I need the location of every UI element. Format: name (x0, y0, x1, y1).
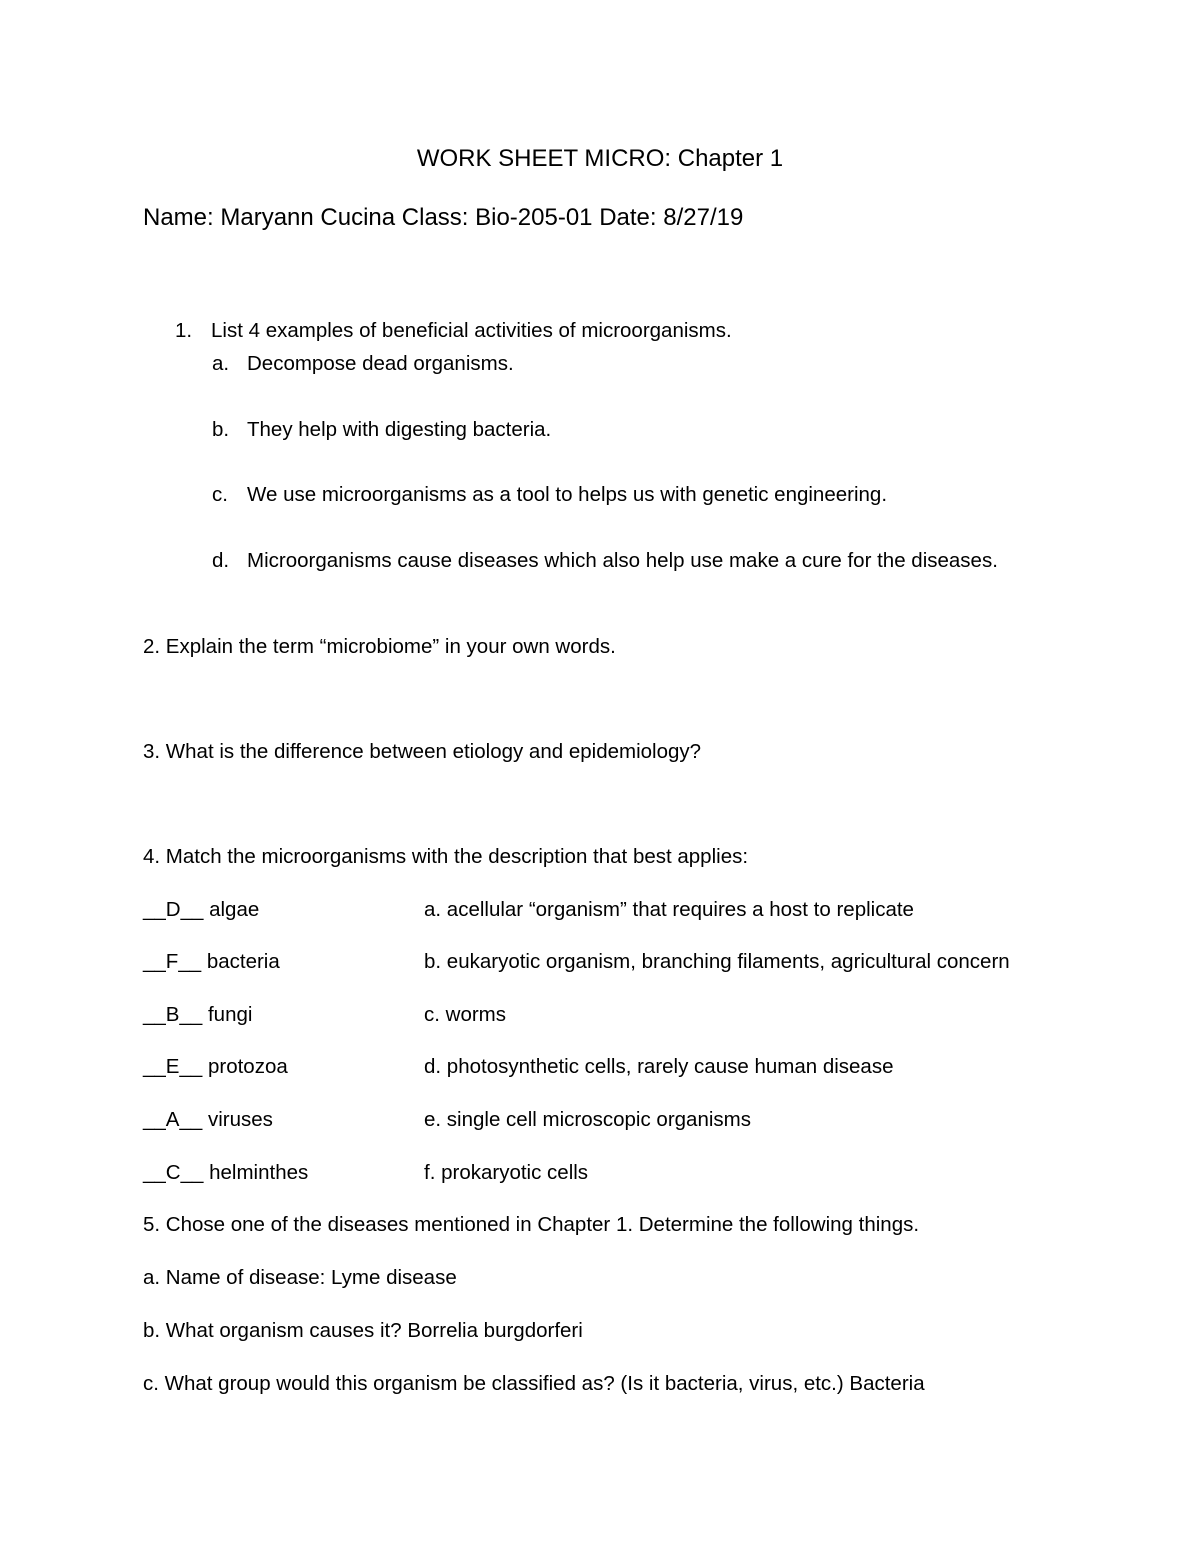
q1-answer-a: Decompose dead organisms. (247, 352, 514, 375)
q1-text: List 4 examples of beneficial activities of microorganisms. (211, 319, 732, 342)
match-left-1: __D__ algae (143, 898, 260, 921)
match-left-2: __F__ bacteria (143, 950, 280, 973)
match-right-6: f. prokaryotic cells (424, 1161, 589, 1184)
worksheet-title: WORK SHEET MICRO: Chapter 1 (416, 145, 784, 172)
match-right-4: d. photosynthetic cells, rarely cause human disease (424, 1055, 894, 1078)
match-left-5: __A__ viruses (143, 1108, 273, 1131)
q5-text: 5. Chose one of the diseases mentioned in Chapter 1. Determine the following things. (143, 1213, 920, 1236)
q1-number: 1. (175, 319, 193, 342)
q1-answer-c-letter: c. (212, 483, 228, 506)
q1-answer-d-letter: d. (212, 549, 230, 572)
q1-answer-b-letter: b. (212, 418, 230, 441)
q5-part-c: c. What group would this organism be classified as? (Is it bacteria, virus, etc.) Bacteria (143, 1372, 925, 1395)
match-right-2: b. eukaryotic organism, branching filaments, agricultural concern (424, 950, 1010, 973)
q2-text: 2. Explain the term “microbiome” in your own words. (143, 635, 616, 658)
match-right-1: a. acellular “organism” that requires a host to replicate (424, 898, 914, 921)
q1-answer-b: They help with digesting bacteria. (247, 418, 552, 441)
q3-text: 3. What is the difference between etiology and epidemiology? (143, 740, 702, 763)
match-left-3: __B__ fungi (143, 1003, 253, 1026)
match-left-6: __C__ helminthes (143, 1161, 309, 1184)
q5-part-b: b. What organism causes it? Borrelia burgdorferi (143, 1319, 583, 1342)
q1-answer-c: We use microorganisms as a tool to helps us with genetic engineering. (247, 483, 888, 506)
q1-answer-a-letter: a. (212, 352, 230, 375)
match-right-3: c. worms (424, 1003, 506, 1026)
match-right-5: e. single cell microscopic organisms (424, 1108, 751, 1131)
q4-text: 4. Match the microorganisms with the description that best applies: (143, 845, 749, 868)
q5-part-a: a. Name of disease: Lyme disease (143, 1266, 457, 1289)
student-info-line: Name: Maryann Cucina Class: Bio-205-01 Date: 8/27/19 (143, 204, 744, 231)
q1-answer-d: Microorganisms cause diseases which also help use make a cure for the diseases. (247, 549, 998, 572)
match-left-4: __E__ protozoa (143, 1055, 288, 1078)
